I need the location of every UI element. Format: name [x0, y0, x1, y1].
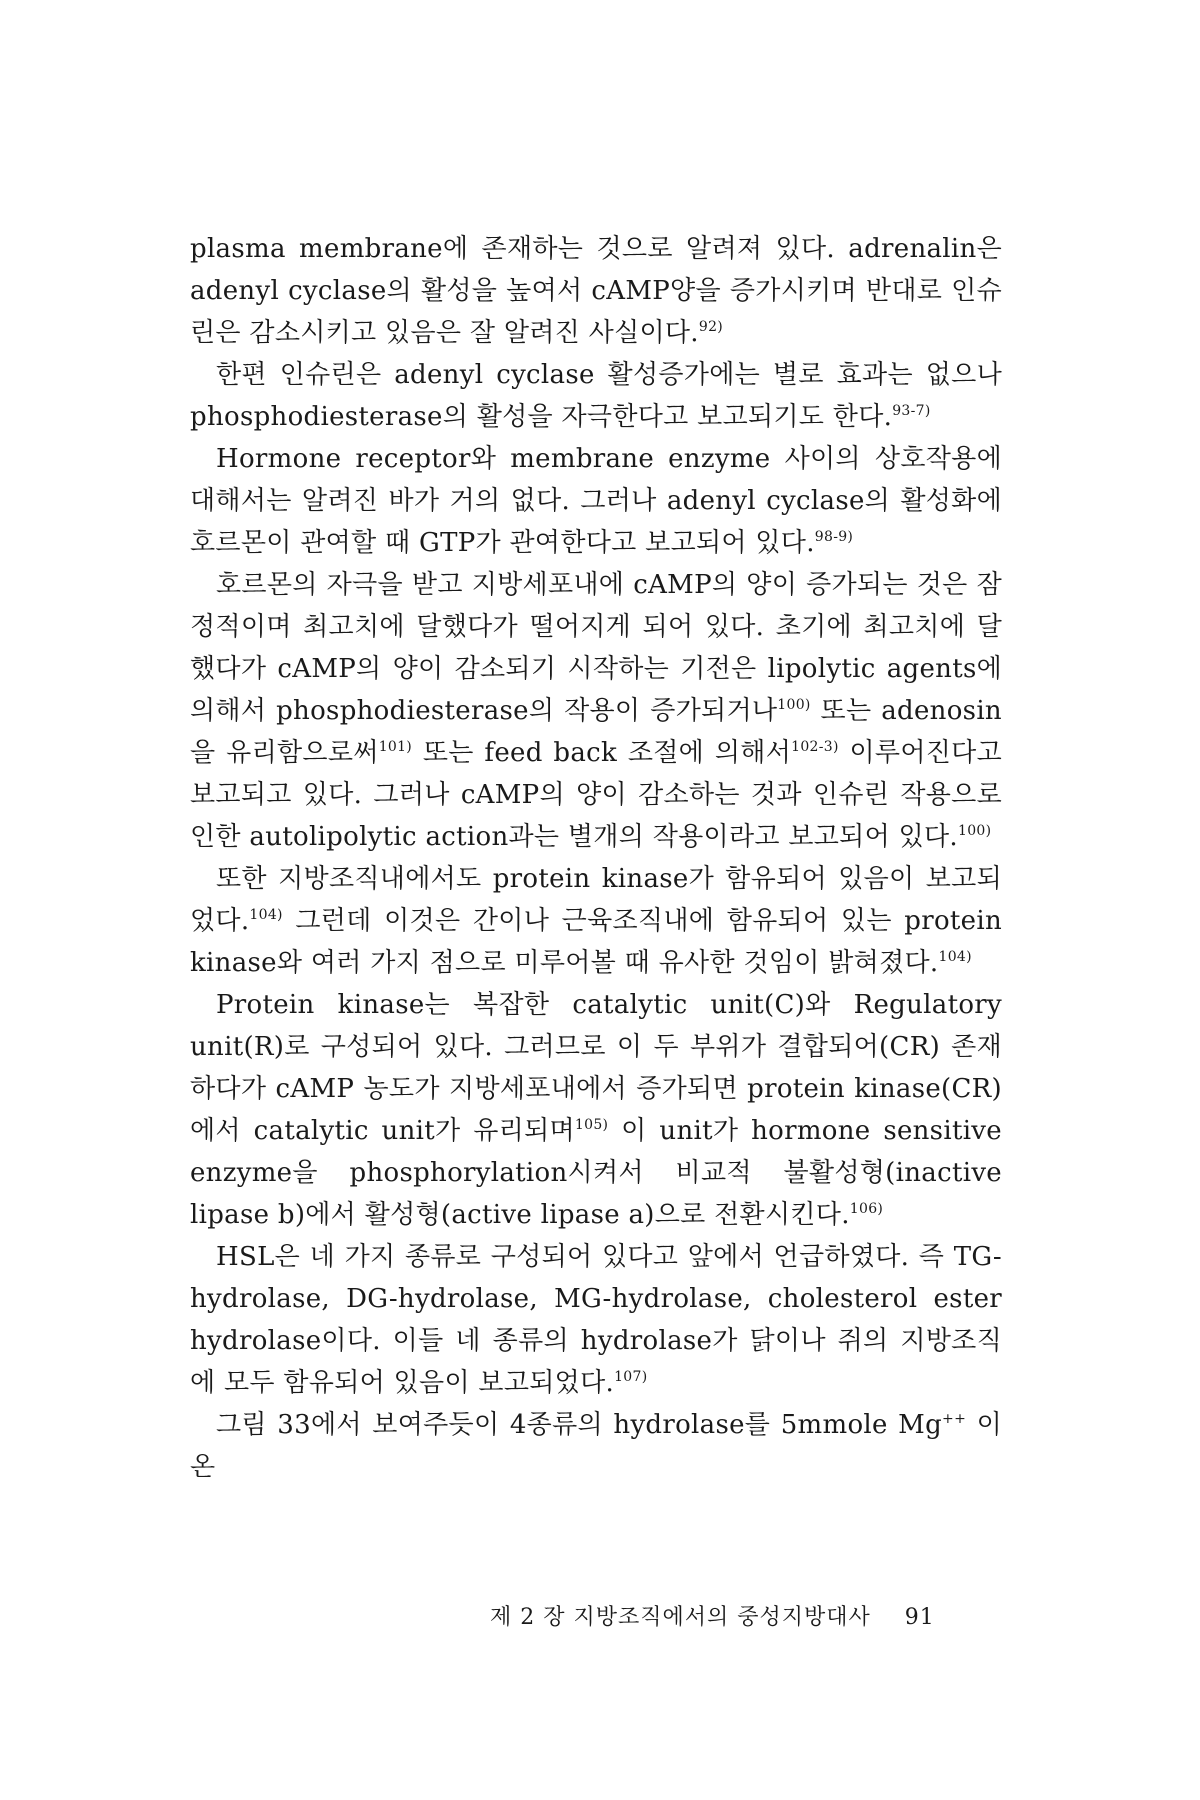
reference-marker: 104) [249, 907, 283, 923]
reference-marker: 98-9) [814, 529, 854, 545]
paragraph-text: 그런데 이것은 간이나 근육조직내에 함유되어 있는 protein kinase와 여러 가지 점으로 미루어볼 때 유사한 것임이 밝혀졌다. [190, 906, 1002, 978]
chapter-title: 제 2 장 지방조직에서의 중성지방대사 [490, 1605, 871, 1630]
paragraph-text: 또는 feed back 조절에 의해서 [412, 738, 792, 768]
reference-marker: 101) [378, 739, 413, 755]
paragraph-text: 이루어진다고 보고되고 있다. 그러나 cAMP의 양이 감소하는 것과 인슈린 작용으로 인한 autolipolytic action과는 별개의 작용이라고 보고되어 있다. [190, 738, 1003, 852]
paragraph-text: Hormone receptor와 membrane enzyme 사이의 상호작용에 대해서는 알려진 바가 거의 없다. 그러나 adenyl cyclase의 활성화에 호르몬이 관여할 때 GTP가 관여한다고 보고되어 있다. [190, 444, 1002, 558]
paragraph-1 [190, 228, 1002, 354]
reference-marker: 107) [614, 1369, 648, 1385]
paragraph-text: 호르몬의 자극을 받고 지방세포내에 cAMP의 양이 증가되는 것은 잠정적이며 최고치에 달했다가 떨어지게 되어 있다. 초기에 최고치에 달했다가 cAMP의 양이 감소되기 시작하는 기전은 lipolytic agents에 의해서 phosphodiesterase의 작용이 증가되거나 [190, 570, 1002, 726]
paragraph-4 [190, 564, 1002, 858]
page-number: 91 [904, 1605, 935, 1630]
paragraph-text: 한편 인슈린은 adenyl cyclase 활성증가에는 별로 효과는 없으나 phosphodiesterase의 활성을 자극한다고 보고되기도 한다. [190, 360, 1002, 432]
paragraph-text: HSL은 네 가지 종류로 구성되어 있다고 앞에서 언급하였다. 즉 TG-hydrolase, DG-hydrolase, MG-hydrolase, cholesterol ester hydrolase이다. 이들 네 종류의 hydrolase가 닭이나 쥐의 지방조직에 모두 함유되어 있음이 보고되었다. [190, 1242, 1002, 1398]
paragraph-8 [190, 1404, 1002, 1488]
page-footer [490, 1600, 935, 1631]
reference-marker: 100) [777, 697, 811, 713]
paragraph-6 [190, 984, 1002, 1236]
reference-marker: 92) [698, 319, 724, 335]
reference-marker: 102-3) [791, 739, 839, 755]
paragraph-text: plasma membrane에 존재하는 것으로 알려져 있다. adrenalin은 adenyl cyclase의 활성을 높여서 cAMP양을 증가시키며 반대로 인슈린은 감소시키고 있음은 잘 알려진 사실이다. [190, 234, 1002, 348]
reference-marker: 104) [938, 949, 972, 965]
paragraph-text: 이온 [190, 1410, 1002, 1482]
paragraph-3 [190, 438, 1002, 564]
paragraph-5 [190, 858, 1002, 984]
paragraph-text: 그림 33에서 보여주듯이 4종류의 hydrolase를 5mmole Mg [216, 1410, 943, 1440]
paragraph-text: Protein kinase는 복잡한 catalytic unit(C)와 Regulatory unit(R)로 구성되어 있다. 그러므로 이 두 부위가 결합되어(CR) 존재하다가 cAMP 농도가 지방세포내에서 증가되면 protein kinase(CR)에서 catalytic unit가 유리되며 [190, 990, 1002, 1146]
paragraph-text: 또한 지방조직내에서도 protein kinase가 함유되어 있음이 보고되었다. [190, 864, 1002, 936]
paragraph-text: 이 unit가 hormone sensitive enzyme을 phosphorylation시켜서 비교적 불활성형(inactive lipase b)에서 활성형(active lipase a)으로 전환시킨다. [190, 1116, 1002, 1230]
paragraph-text: 또는 adenosin을 유리함으로써 [190, 696, 1002, 768]
paragraph-2 [190, 354, 1002, 438]
reference-marker: 106) [849, 1201, 884, 1217]
page-body [190, 228, 1002, 1488]
superscript: ++ [942, 1411, 967, 1427]
reference-marker: 93-7) [892, 403, 931, 419]
reference-marker: 100) [957, 823, 992, 839]
reference-marker: 105) [574, 1117, 609, 1133]
paragraph-7 [190, 1236, 1002, 1404]
